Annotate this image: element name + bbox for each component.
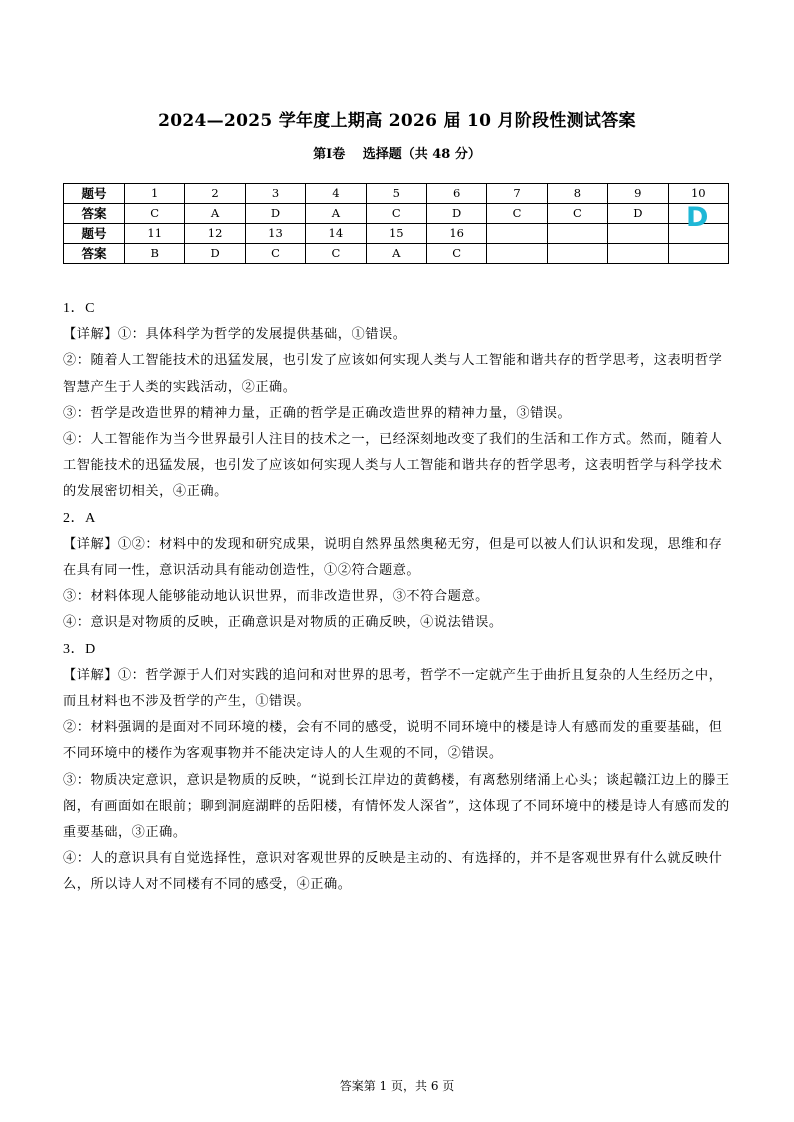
question-number: 2．A [63, 510, 96, 526]
table-cell: 11 [125, 224, 185, 244]
explanation-paragraph: ④：人工智能作为当今世界最引人注目的技术之一，已经深刻地改变了我们的生活和工作方式。然而，随着人工智能技术的迅猛发展，也引发了应该如何实现人类与人工智能和谐共存的哲学思考，这表明哲学与科学技术的发展密切相关，④正确。 [63, 432, 723, 500]
table-cell [608, 244, 668, 264]
table-cell: 16 [426, 224, 486, 244]
explanation-paragraph: 【详解】①：哲学源于人们对实践的追问和对世界的思考，哲学不一定就产生于曲折且复杂的人生经历之中，而且材料也不涉及哲学的产生，①错误。 [63, 667, 723, 710]
row-header: 题号 [64, 184, 125, 204]
table-cell: 14 [306, 224, 366, 244]
table-cell: 4 [306, 184, 366, 204]
table-cell [547, 224, 607, 244]
table-row [64, 184, 729, 204]
table-cell: C [245, 244, 305, 264]
explanation-paragraph: ③：物质决定意识，意识是物质的反映，“说到长江岸边的黄鹤楼，有离愁别绪涌上心头；谈起赣江边上的滕王阁，有画面如在眼前；聊到洞庭湖畔的岳阳楼，有情怀发人深省”，这体现了不同环境中的楼是诗人有感而发的重要基础，③正确。 [63, 772, 730, 841]
table-cell: C [426, 244, 486, 264]
answer-table [63, 183, 729, 264]
page-footer: 答案第 1 页，共 6 页 [339, 1079, 455, 1093]
answer-explanations [63, 296, 731, 899]
question-number: 3．D [63, 641, 96, 657]
explanation-paragraph: ②：材料强调的是面对不同环境的楼，会有不同的感受，说明不同环境中的楼是诗人有感而发的重要基础，但不同环境中的楼作为客观事物并不能决定诗人的人生观的不同，②错误。 [63, 720, 723, 762]
table-cell [547, 244, 607, 264]
table-row [64, 204, 729, 224]
explanation-paragraph: ④：人的意识具有自觉选择性，意识对客观世界的反映是主动的、有选择的，并不是客观世界有什么就反映什么，所以诗人对不同楼有不同的感受，④正确。 [63, 851, 723, 893]
table-cell: 12 [185, 224, 245, 244]
table-row [64, 224, 729, 244]
table-cell: A [306, 204, 366, 224]
table-cell: A [366, 244, 426, 264]
handwritten-answer-mark: D [686, 202, 709, 233]
table-cell: 7 [487, 184, 547, 204]
table-cell: D [426, 204, 486, 224]
table-cell: 2 [185, 184, 245, 204]
table-cell: D [608, 204, 668, 224]
table-cell: C [547, 204, 607, 224]
table-cell [668, 244, 728, 264]
row-header: 答案 [64, 204, 125, 224]
table-cell: 15 [366, 224, 426, 244]
section-subtitle: 第Ⅰ卷 选择题（共 48 分） [313, 147, 481, 162]
explanation-paragraph: 【详解】①：具体科学为哲学的发展提供基础，①错误。 [63, 327, 407, 343]
table-cell [608, 224, 668, 244]
table-cell: 10 [668, 184, 728, 204]
row-header: 答案 [64, 244, 125, 264]
table-cell: D [185, 244, 245, 264]
table-cell: B [125, 244, 185, 264]
row-header: 题号 [64, 224, 125, 244]
table-cell: C [487, 204, 547, 224]
table-row [64, 244, 729, 264]
table-cell [487, 224, 547, 244]
table-cell: D [245, 204, 305, 224]
table-cell: 3 [245, 184, 305, 204]
table-cell: 6 [426, 184, 486, 204]
table-cell: C [125, 204, 185, 224]
table-cell: C [306, 244, 366, 264]
table-cell: 1 [125, 184, 185, 204]
table-cell: 9 [608, 184, 668, 204]
explanation-paragraph: ④：意识是对物质的反映，正确意识是对物质的正确反映，④说法错误。 [63, 615, 503, 631]
explanation-paragraph: 【详解】①②：材料中的发现和研究成果，说明自然界虽然奥秘无穷，但是可以被人们认识和发现，思维和存在具有同一性，意识活动具有能动创造性，①②符合题意。 [63, 536, 723, 579]
explanation-paragraph: ③：哲学是改造世界的精神力量，正确的哲学是正确改造世界的精神力量，③错误。 [63, 405, 572, 421]
table-cell: C [366, 204, 426, 224]
table-cell: 8 [547, 184, 607, 204]
table-cell: A [185, 204, 245, 224]
table-cell [487, 244, 547, 264]
explanation-paragraph: ②：随着人工智能技术的迅猛发展，也引发了应该如何实现人类与人工智能和谐共存的哲学思考，这表明哲学智慧产生于人类的实践活动，②正确。 [63, 353, 723, 395]
question-number: 1．C [63, 301, 95, 316]
document-title: 2024—2025 学年度上期高 2026 届 10 月阶段性测试答案 [158, 111, 636, 131]
explanation-paragraph: ③：材料体现人能够能动地认识世界，而非改造世界，③不符合题意。 [63, 589, 489, 605]
table-cell: 13 [245, 224, 305, 244]
table-cell: 5 [366, 184, 426, 204]
